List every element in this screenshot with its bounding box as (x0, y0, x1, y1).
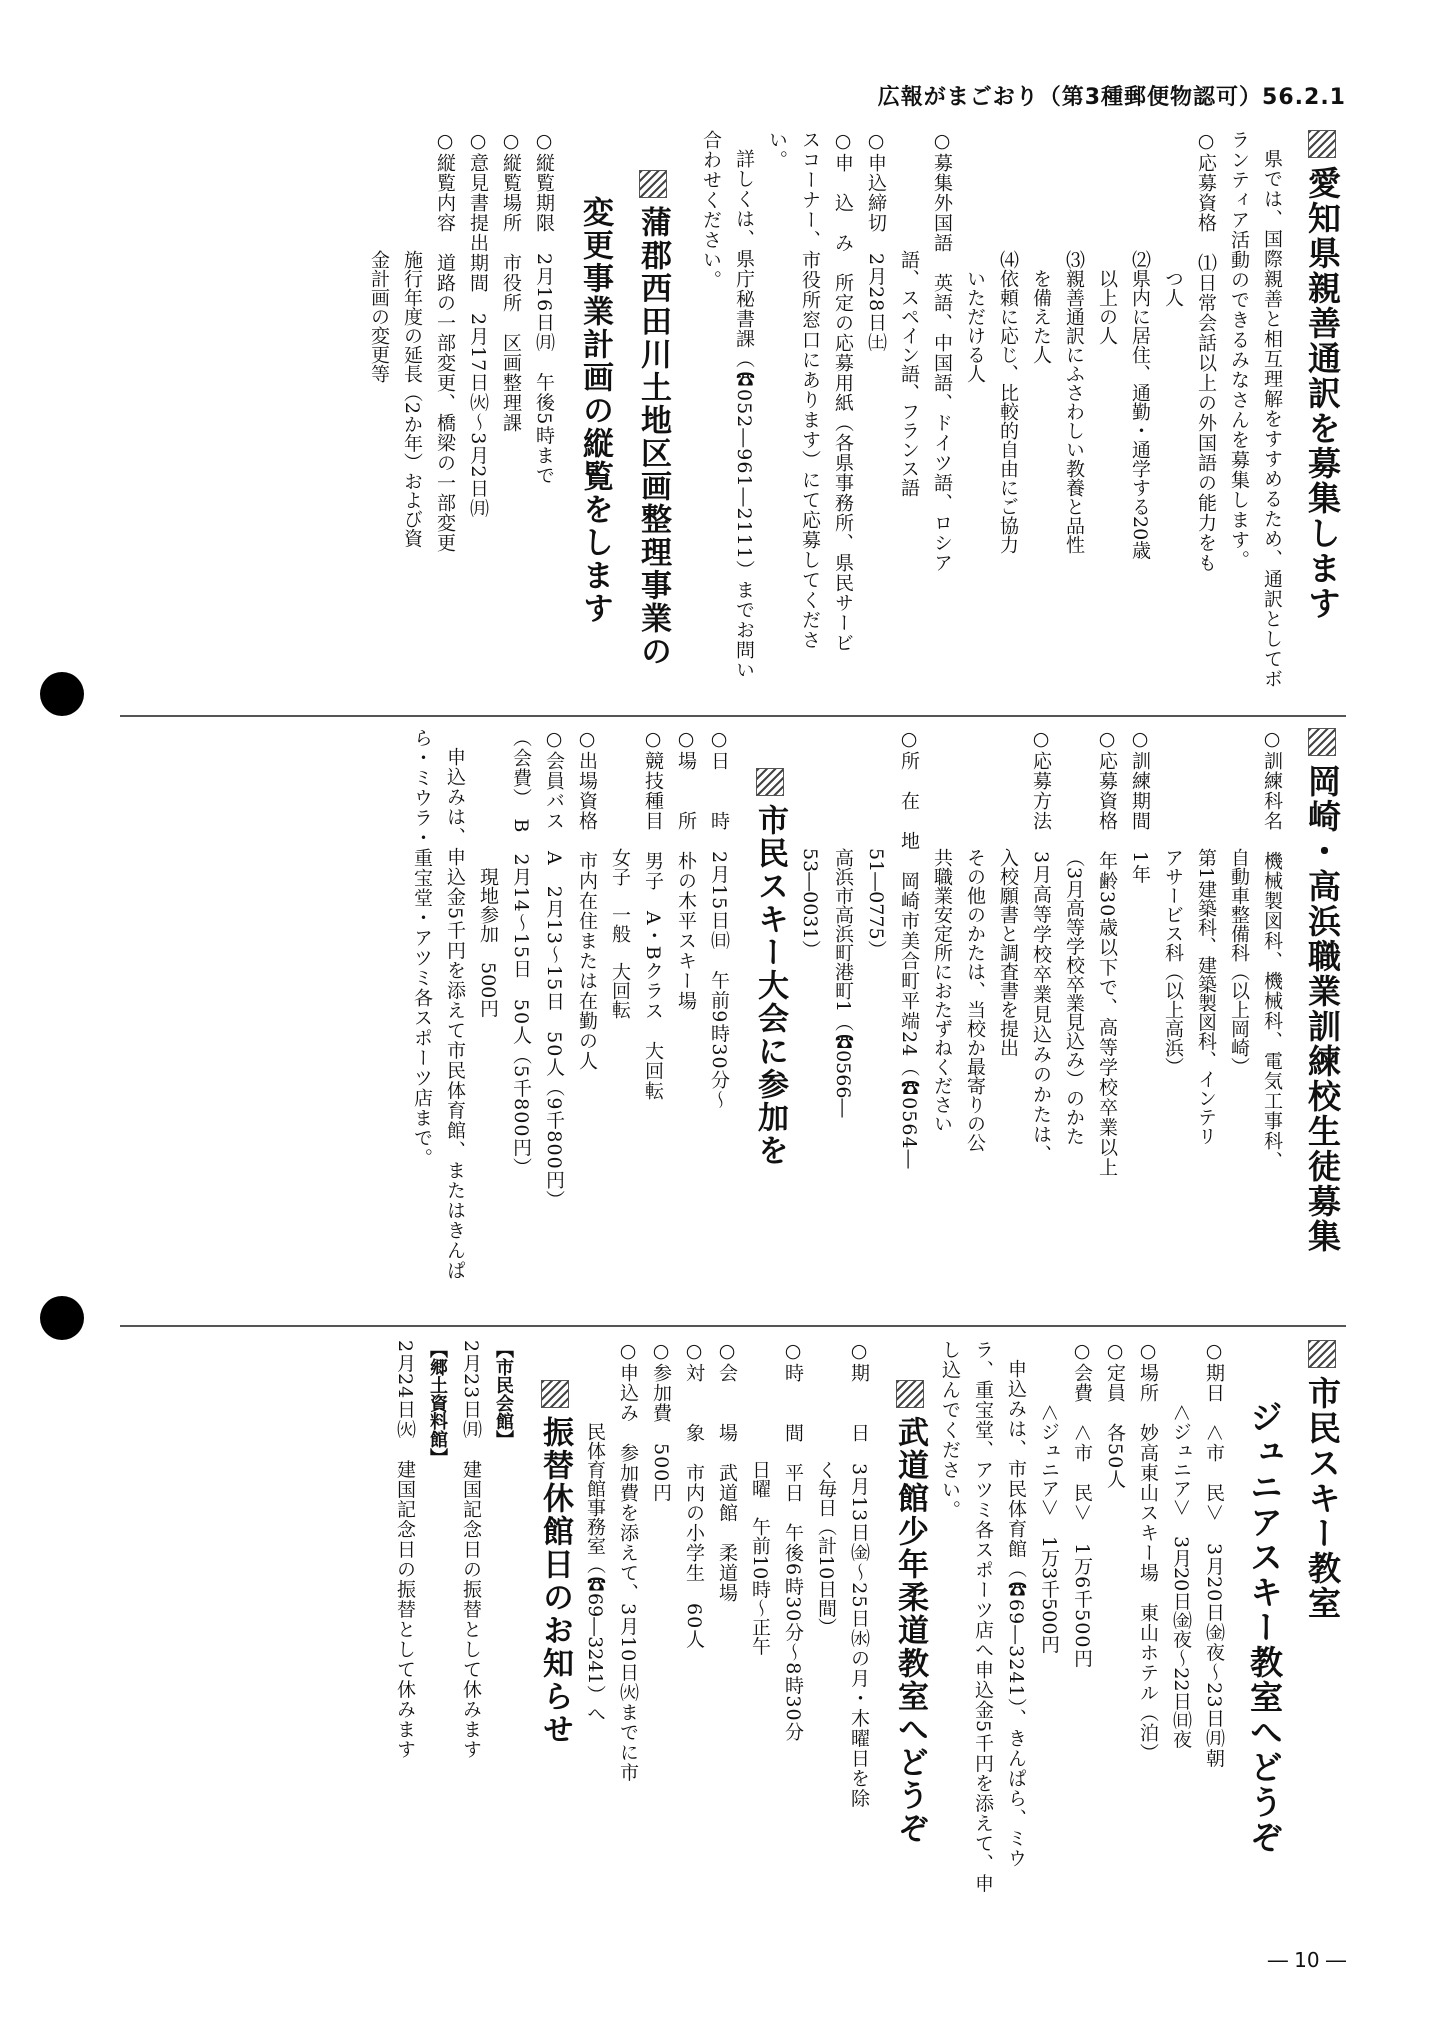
item-value: 高浜市高浜町港町1（☎0566― (832, 847, 854, 1118)
article-title-ski-race: 市民スキー大会に参加を (747, 728, 793, 1308)
section-divider (120, 1325, 1346, 1327)
item-value: 51―0775） (865, 847, 887, 959)
item-value: （3月高等学校卒業見込み）のかた (1063, 847, 1085, 1145)
item-label: ○日 時 2月15日㈰ 午前9時30分～ (708, 728, 730, 1110)
item-label: ○訓練期間 1年 (1129, 728, 1151, 885)
page-number: ― 10 ― (1267, 1948, 1346, 1972)
item-label: ○対 象 市内の小学生 60人 (683, 1340, 705, 1650)
item-value: その他のかたは、当校か最寄りの公 (964, 847, 986, 1152)
hatch-icon (541, 1380, 569, 1408)
item-label: ○会 場 武道館 柔道場 (716, 1340, 738, 1603)
item-value: 民体育館事務室（☎69―3241）へ (584, 1421, 606, 1723)
item-value: ⑷依頼に応じ、比較的自由にご協力 (997, 249, 1019, 554)
item-label: ○意見書提出期間 2月17日㈫～3月2日㈪ (467, 130, 489, 519)
item-value: を備えた人 (1030, 268, 1052, 364)
holiday-notice: 2月24日㈫ 建国記念日の振替として休みます (394, 1340, 416, 1760)
item-value: 語、スペイン語、フランス語 (898, 249, 920, 497)
item-label: ○会費 ＜市 民＞ 1万6千500円 (1071, 1340, 1093, 1669)
item-label: ○応募資格 年齢30歳以下で、高等学校卒業以上 (1096, 728, 1118, 1178)
item-value: アサービス科（以上高浜） (1162, 847, 1184, 1076)
item-value: ＜ジュニア＞ 3月20日㈮夜～22日㈰夜 (1170, 1402, 1192, 1749)
item-label: ○縦覧期限 2月16日㈪ 午後5時まで (533, 130, 555, 486)
holiday-notice: 2月23日㈪ 建国記念日の振替として休みます (460, 1340, 482, 1760)
contact-text: 詳しくは、県庁秘書課（☎052―961―2111）までお問い合わせください。 (700, 130, 755, 680)
article-title-ski-class: 市民スキー教室 (1298, 1340, 1346, 1920)
item-value: 以上の人 (1096, 268, 1118, 345)
item-label: ○申込締切 2月28日㈯ (865, 130, 887, 353)
item-label: ○出場資格 市内在住または在勤の人 (576, 728, 598, 1071)
item-label: ○期 日 3月13日㈮～25日㈬の月・木曜日を除 (848, 1340, 870, 1809)
item-label: ○競技種目 男子 A・Bクラス 大回転 (642, 728, 664, 1101)
facility-tag-museum: 【郷土資料館】 (427, 1340, 448, 1466)
facility-tag-civic-hall: 【市民会館】 (493, 1340, 514, 1448)
page-header: 広報がまごおり（第3種郵便物認可）56.2.1 (877, 85, 1346, 110)
item-label: ○縦覧内容 道路の一部変更、橋梁の一部変更 (434, 130, 456, 553)
item-value: ⑵県内に居住、通勤・通学する20歳 (1129, 249, 1151, 559)
hatch-icon (896, 1380, 924, 1408)
binding-hole-mark (40, 1296, 84, 1340)
article-title-judo: 武道館少年柔道教室へどうぞ (887, 1340, 933, 1920)
article-title-vocational: 岡崎・高浜職業訓練校生徒募集 (1298, 728, 1346, 1308)
item-label: ○会員バス A 2月13～15日 50人（9千800円） (543, 728, 565, 1210)
item-label: ○期日 ＜市 民＞ 3月20日㈮夜～23日㈪朝 (1203, 1340, 1225, 1769)
item-value: 現地参加 500円 (477, 866, 499, 1017)
hatch-icon (639, 170, 667, 198)
item-value: 第1建築科、建築製図科、インテリ (1195, 847, 1217, 1145)
item-label: （会費） B 2月14～15日 50人（5千800円） (510, 728, 532, 1178)
item-label: ○募集外国語 英語、中国語、ドイツ語、ロシア (931, 130, 953, 573)
bottom-band (196, 1340, 1346, 1920)
middle-band (196, 728, 1346, 1308)
item-value: 53―0031） (799, 847, 821, 959)
article-title-holiday: 振替休館日のお知らせ (532, 1340, 578, 1920)
article-title-interpreter: 愛知県親善通訳を募集します (1298, 130, 1346, 695)
item-label: ○所 在 地 岡崎市美合町平端24（☎0564― (898, 728, 920, 1170)
item-label: ○場 所 朴の木平スキー場 (675, 728, 697, 1011)
article-body: 申込みは、市民体育館（☎69―3241）、きんぱら、ミウラ、重宝堂、アツミ各スポーツ店へ申込金5千円を添えて、申し込んでください。 (939, 1340, 1027, 1894)
item-label: ○申 込 み 所定の応募用紙（各県事務所、県民サービスコーナー、市役所窓口にあります）にて応募してください。 (766, 130, 854, 653)
article-title-land-readjustment: 蒲郡西田川土地区画整理事業の (630, 130, 676, 695)
item-label: ○応募方法 3月高等学校卒業見込みのかたは、 (1030, 728, 1052, 1165)
section-divider (120, 715, 1346, 717)
binding-hole-mark (40, 672, 84, 716)
item-value: 共職業安定所におたずねください (931, 847, 953, 1133)
article-title-land-readjustment-2: 変更事業計画の縦覧をします (577, 196, 613, 625)
article-title-junior-ski: ジュニアスキー教室へどうぞ (1245, 1400, 1284, 1855)
item-label: ○場所 妙高東山スキー場 東山ホテル（泊） (1137, 1340, 1159, 1763)
hatch-icon (756, 768, 784, 796)
item-value: いただける人 (964, 268, 986, 383)
item-value: ⑶親善通訳にふさわしい教養と品性 (1063, 249, 1085, 554)
item-label: ○申込み 参加費を添えて、3月10日㈫までに市 (617, 1340, 639, 1783)
item-label: ○応募資格 ⑴日常会話以上の外国語の能力をも (1195, 130, 1217, 573)
item-value: 女子 一般 大回転 (609, 847, 631, 1019)
item-value: 自動車整備科（以上岡崎） (1228, 847, 1250, 1076)
item-value: つ人 (1162, 268, 1184, 307)
hatch-icon (1308, 130, 1336, 158)
article-body: 県では、国際親善と相互理解をすすめるため、通訳としてボランティア活動のできるみなさんを募集します。 (1228, 130, 1283, 689)
item-value: く毎日（計10日間） (815, 1459, 837, 1636)
item-label: ○縦覧場所 市役所 区画整理課 (500, 130, 522, 433)
item-label: ○時 間 平日 午後6時30分～8時30分 (782, 1340, 804, 1742)
item-label: ○訓練科名 機械製図科、機械科、電気工事科、 (1261, 728, 1283, 1171)
item-value: 施行年度の延長（2か年）および資 (401, 249, 423, 547)
item-value: 入校願書と調査書を提出 (997, 847, 1019, 1057)
item-value: ＜ジュニア＞ 1万3千500円 (1038, 1402, 1060, 1654)
item-label: ○定員 各50人 (1104, 1340, 1126, 1490)
hatch-icon (1308, 728, 1336, 756)
hatch-icon (1308, 1340, 1336, 1368)
item-label: ○参加費 500円 (650, 1340, 672, 1503)
article-body: 申込みは、申込金5千円を添えて市民体育館、またはきんぱら・ミウラ・重宝堂・アツミ各スポーツ店まで。 (411, 728, 466, 1281)
item-value: 日曜 午前10時～正午 (749, 1459, 771, 1655)
top-band (196, 130, 1346, 695)
item-value: 金計画の変更等 (368, 249, 390, 383)
